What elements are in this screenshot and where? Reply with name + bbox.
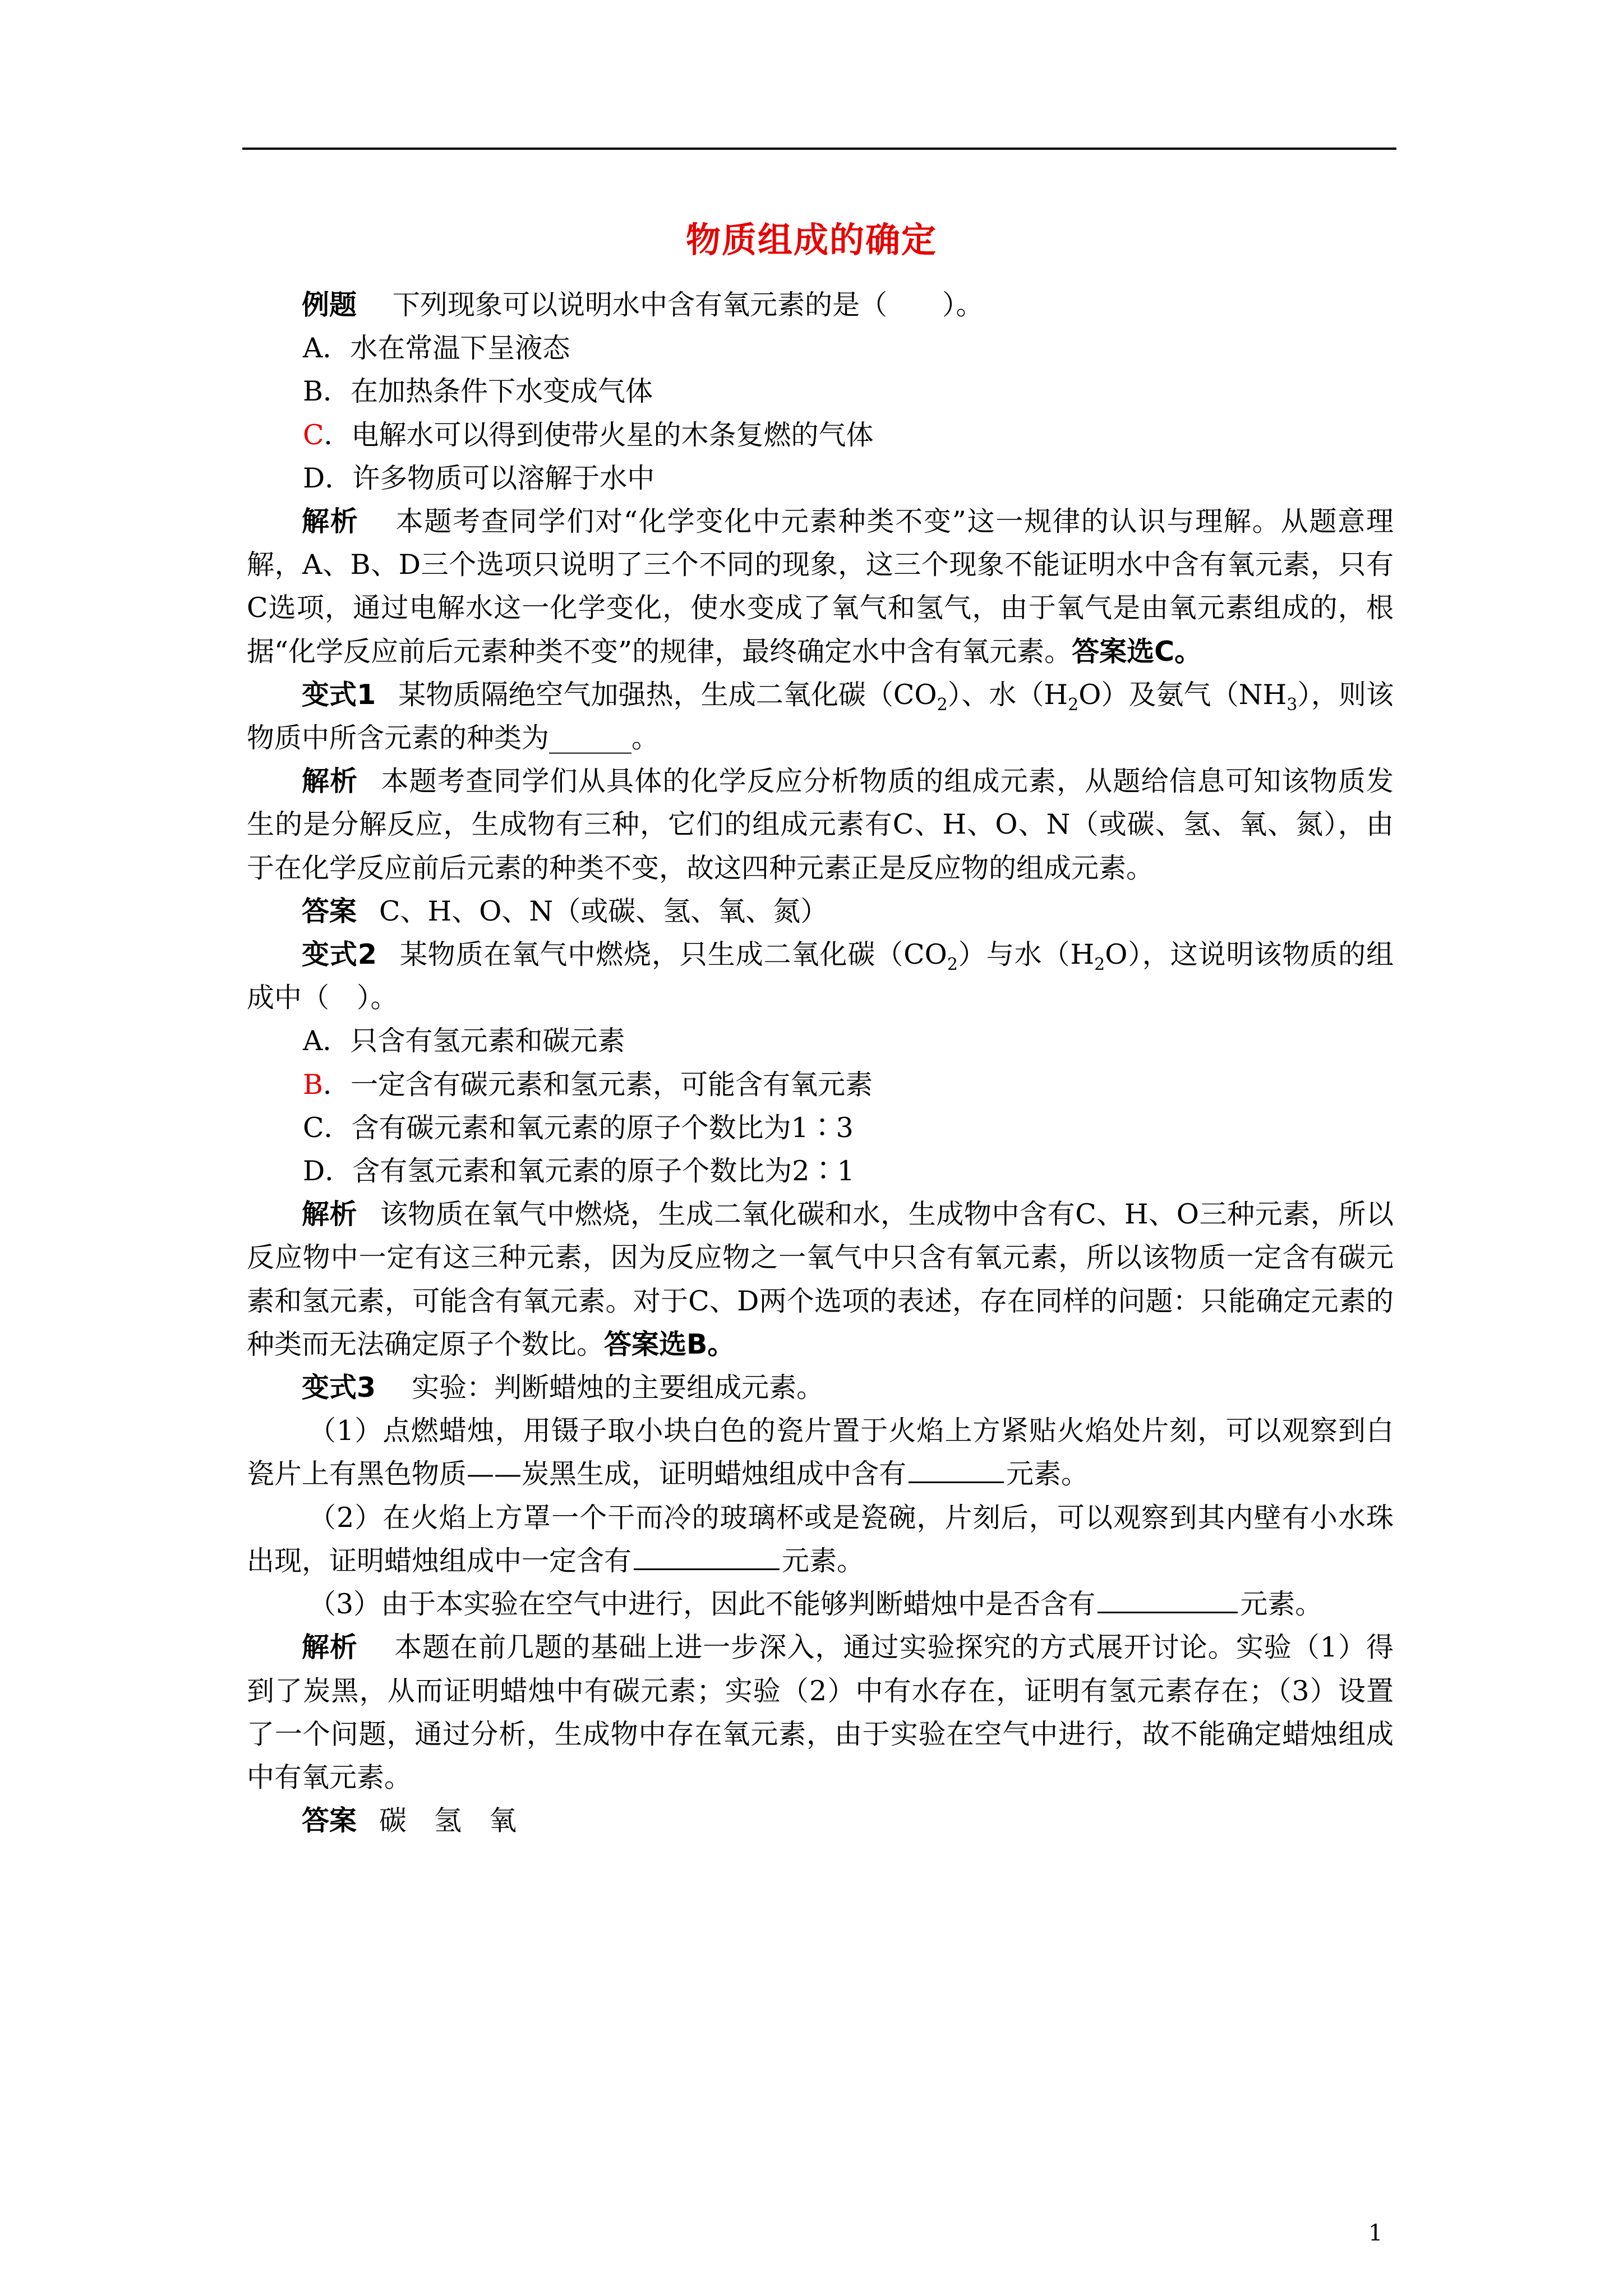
variant1-label: 变式1 xyxy=(302,678,376,711)
variant3-question: 变式3 实验：判断蜡烛的主要组成元素。 xyxy=(302,1372,824,1404)
variant3-analysis: 解析 本题在前几题的基础上进一步深入，通过实验探究的方式展开讨论。实验（1）得到了炭黑，从而证明蜡烛中有碳元素；实验（2）中有水存在，证明有氢元素存在；（3）设置了一个问题，通过分析，生成物中存在氧元素，由于实验在空气中进行，故不能确定蜡烛组成中有氧元素。 xyxy=(247,1631,1394,1793)
header-rule xyxy=(242,148,1396,150)
example-option-a: A．水在常温下呈液态 xyxy=(303,332,570,365)
answer-blank xyxy=(909,1453,1004,1483)
variant3-step1: （1）点燃蜡烛，用镊子取小块白色的瓷片置于火焰上方紧贴火焰处片刻，可以观察到白瓷片上有黑色物质——炭黑生成，证明蜡烛组成中含有 元素。 xyxy=(247,1415,1394,1490)
correct-option-letter: C xyxy=(303,418,324,451)
example-option-c: C．电解水可以得到使带火星的木条复燃的气体 xyxy=(303,418,874,451)
answer-blank xyxy=(1098,1584,1238,1613)
correct-option-letter: B xyxy=(303,1068,324,1101)
variant3-step3: （3）由于本实验在空气中进行，因此不能够判断蜡烛中是否含有 元素。 xyxy=(247,1582,1394,1626)
example-option-d: D．许多物质可以溶解于水中 xyxy=(303,462,655,494)
variant2-option-d: D．含有氢元素和氧元素的原子个数比为2∶1 xyxy=(303,1155,855,1188)
variant1-question: 变式1 某物质隔绝空气加强热，生成二氧化碳$(CO_2)$、水$(H_2O)$及氨气$(NH_3)$，则该物质中所含元素的种类为______。 xyxy=(247,678,1394,754)
example-analysis: 解析 本题考查同学们对“化学变化中元素种类不变”这一规律的认识与理解。从题意理解，A、B、D三个选项只说明了三个不同的现象，这三个现象不能证明水中含有氧元素，只有C选项，通过电解水这一化学变化，使水变成了氧气和氢气，由于氧气是由氧元素组成的，根据“化学反应前后元素种类不变”的规律，最终确定水中含有氧元素。答案选C。 xyxy=(247,505,1394,668)
variant2-option-b: B．一定含有碳元素和氢元素，可能含有氧元素 xyxy=(303,1068,873,1101)
variant3-answer: 答案 碳 氢 氧 xyxy=(302,1805,517,1837)
variant2-answer: 答案选B。 xyxy=(604,1328,735,1360)
answer-blank xyxy=(634,1540,780,1570)
variant3-label: 变式3 xyxy=(302,1372,376,1404)
analysis-label: 解析 xyxy=(302,505,359,538)
page-number: 1 xyxy=(1368,2220,1383,2246)
example-answer: 答案选C。 xyxy=(1072,635,1202,668)
variant1-answer: 答案 C、H、O、N（或碳、氢、氧、氮） xyxy=(302,895,828,927)
variant2-analysis: 解析 该物质在氧气中燃烧，生成二氧化碳和水，生成物中含有C、H、O三种元素，所以反应物中一定有这三种元素，因为反应物之一氧气中只含有氧元素，所以该物质一定含有碳元素和氢元素，可能含有氧元素。对于C、D两个选项的表述，存在同样的问题：只能确定元素的种类而无法确定原子个数比。答案选B。 xyxy=(247,1198,1394,1360)
variant2-option-c: C．含有碳元素和氧元素的原子个数比为1∶3 xyxy=(303,1111,854,1144)
example-question-text: 下列现象可以说明水中含有氧元素的是（ ）。 xyxy=(393,289,984,321)
variant2-label: 变式2 xyxy=(302,938,377,971)
document-body xyxy=(247,283,1394,1842)
variant2-option-a: A．只含有氢元素和碳元素 xyxy=(303,1025,625,1057)
page-title: 物质组成的确定 xyxy=(685,219,937,260)
variant1-analysis: 解析 本题考查同学们从具体的化学反应分析物质的组成元素，从题给信息可知该物质发生的是分解反应，生成物有三种，它们的组成元素有C、H、O、N（或碳、氢、氧、氮），由于在化学反应前后元素的种类不变，故这四种元素正是反应物的组成元素。 xyxy=(247,765,1394,884)
example-option-b: B．在加热条件下水变成气体 xyxy=(303,375,653,408)
variant2-question: 变式2 某物质在氧气中燃烧，只生成二氧化碳$(CO_2)$与水$(H_2O)$，这说明该物质的组成中（ ）。 xyxy=(247,938,1394,1014)
variant3-step2: （2）在火焰上方罩一个干而冷的玻璃杯或是瓷碗，片刻后，可以观察到其内壁有小水珠出现，证明蜡烛组成中一定含有 元素。 xyxy=(247,1501,1394,1577)
example-question xyxy=(247,283,1394,326)
example-label: 例题 xyxy=(302,289,357,321)
